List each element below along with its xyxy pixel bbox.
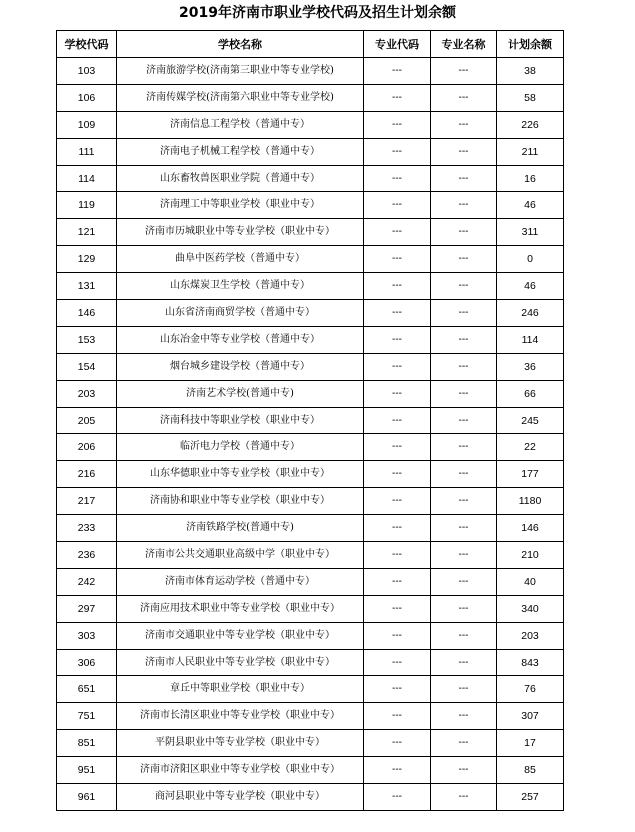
cell-major-code: --- — [364, 165, 431, 192]
cell-major-code: --- — [364, 273, 431, 300]
header-school-name: 学校名称 — [117, 31, 364, 58]
cell-major-code: --- — [364, 595, 431, 622]
cell-major-name: --- — [431, 461, 497, 488]
cell-school-name: 章丘中等职业学校（职业中专） — [117, 676, 364, 703]
cell-school-code: 306 — [57, 649, 117, 676]
cell-school-name: 济南市交通职业中等专业学校（职业中专） — [117, 622, 364, 649]
cell-school-name: 济南市公共交通职业高级中学（职业中专） — [117, 542, 364, 569]
cell-major-name: --- — [431, 407, 497, 434]
table-row — [57, 111, 564, 138]
cell-school-code: 242 — [57, 568, 117, 595]
cell-school-name: 济南电子机械工程学校（普通中专） — [117, 138, 364, 165]
table-row — [57, 730, 564, 757]
school-code-table — [56, 30, 564, 811]
cell-plan-remaining: 211 — [497, 138, 564, 165]
cell-major-code: --- — [364, 353, 431, 380]
cell-major-code: --- — [364, 568, 431, 595]
table-row — [57, 300, 564, 327]
cell-school-code: 217 — [57, 488, 117, 515]
cell-school-name: 济南市历城职业中等专业学校（职业中专） — [117, 219, 364, 246]
cell-school-name: 济南理工中等职业学校（职业中专） — [117, 192, 364, 219]
cell-school-code: 961 — [57, 784, 117, 811]
cell-major-name: --- — [431, 515, 497, 542]
cell-school-code: 651 — [57, 676, 117, 703]
cell-plan-remaining: 46 — [497, 273, 564, 300]
cell-school-code: 153 — [57, 326, 117, 353]
cell-major-name: --- — [431, 192, 497, 219]
cell-school-code: 303 — [57, 622, 117, 649]
table-row — [57, 192, 564, 219]
header-plan-remaining: 计划余额 — [497, 31, 564, 58]
cell-major-name: --- — [431, 246, 497, 273]
cell-plan-remaining: 210 — [497, 542, 564, 569]
cell-major-name: --- — [431, 488, 497, 515]
cell-plan-remaining: 76 — [497, 676, 564, 703]
table-row — [57, 757, 564, 784]
cell-school-name: 山东煤炭卫生学校（普通中专） — [117, 273, 364, 300]
cell-school-name: 济南旅游学校(济南第三职业中等专业学校) — [117, 58, 364, 85]
cell-school-name: 临沂电力学校（普通中专） — [117, 434, 364, 461]
header-major-name: 专业名称 — [431, 31, 497, 58]
cell-major-name: --- — [431, 730, 497, 757]
cell-plan-remaining: 40 — [497, 568, 564, 595]
cell-school-code: 751 — [57, 703, 117, 730]
cell-school-code: 216 — [57, 461, 117, 488]
cell-school-name: 山东畜牧兽医职业学院（普通中专） — [117, 165, 364, 192]
cell-plan-remaining: 22 — [497, 434, 564, 461]
cell-plan-remaining: 38 — [497, 58, 564, 85]
cell-school-name: 济南市长清区职业中等专业学校（职业中专） — [117, 703, 364, 730]
cell-plan-remaining: 843 — [497, 649, 564, 676]
cell-major-code: --- — [364, 730, 431, 757]
cell-major-code: --- — [364, 84, 431, 111]
cell-major-name: --- — [431, 326, 497, 353]
cell-school-code: 154 — [57, 353, 117, 380]
table-row — [57, 273, 564, 300]
cell-school-name: 平阴县职业中等专业学校（职业中专） — [117, 730, 364, 757]
cell-school-name: 山东省济南商贸学校（普通中专） — [117, 300, 364, 327]
cell-major-name: --- — [431, 111, 497, 138]
cell-major-name: --- — [431, 300, 497, 327]
header-school-code: 学校代码 — [57, 31, 117, 58]
table-row — [57, 434, 564, 461]
cell-major-name: --- — [431, 703, 497, 730]
table-row — [57, 488, 564, 515]
cell-school-code: 131 — [57, 273, 117, 300]
cell-plan-remaining: 340 — [497, 595, 564, 622]
cell-plan-remaining: 146 — [497, 515, 564, 542]
cell-major-code: --- — [364, 300, 431, 327]
cell-school-code: 206 — [57, 434, 117, 461]
cell-plan-remaining: 66 — [497, 380, 564, 407]
cell-school-code: 297 — [57, 595, 117, 622]
cell-major-name: --- — [431, 542, 497, 569]
table-row — [57, 138, 564, 165]
cell-school-name: 济南市体育运动学校（普通中专） — [117, 568, 364, 595]
cell-school-name: 济南市人民职业中等专业学校（职业中专） — [117, 649, 364, 676]
cell-school-code: 951 — [57, 757, 117, 784]
cell-major-code: --- — [364, 784, 431, 811]
cell-major-code: --- — [364, 434, 431, 461]
cell-school-name: 济南协和职业中等专业学校（职业中专） — [117, 488, 364, 515]
cell-plan-remaining: 311 — [497, 219, 564, 246]
cell-plan-remaining: 0 — [497, 246, 564, 273]
table-row — [57, 703, 564, 730]
cell-school-code: 146 — [57, 300, 117, 327]
cell-school-name: 烟台城乡建设学校（普通中专） — [117, 353, 364, 380]
cell-major-name: --- — [431, 219, 497, 246]
cell-major-name: --- — [431, 273, 497, 300]
table-row — [57, 165, 564, 192]
cell-major-code: --- — [364, 488, 431, 515]
cell-school-code: 121 — [57, 219, 117, 246]
cell-plan-remaining: 114 — [497, 326, 564, 353]
cell-major-code: --- — [364, 58, 431, 85]
cell-major-code: --- — [364, 326, 431, 353]
cell-plan-remaining: 16 — [497, 165, 564, 192]
cell-major-name: --- — [431, 380, 497, 407]
table-row — [57, 622, 564, 649]
cell-major-name: --- — [431, 434, 497, 461]
cell-major-code: --- — [364, 246, 431, 273]
cell-major-name: --- — [431, 676, 497, 703]
cell-major-name: --- — [431, 649, 497, 676]
cell-plan-remaining: 226 — [497, 111, 564, 138]
cell-plan-remaining: 36 — [497, 353, 564, 380]
cell-major-code: --- — [364, 192, 431, 219]
table-row — [57, 84, 564, 111]
cell-plan-remaining: 257 — [497, 784, 564, 811]
document-title: 2019年济南市职业学校代码及招生计划余额 — [179, 5, 456, 21]
cell-major-name: --- — [431, 595, 497, 622]
cell-school-name: 济南市济阳区职业中等专业学校（职业中专） — [117, 757, 364, 784]
cell-major-code: --- — [364, 138, 431, 165]
cell-school-code: 851 — [57, 730, 117, 757]
cell-school-name: 曲阜中医药学校（普通中专） — [117, 246, 364, 273]
cell-school-code: 109 — [57, 111, 117, 138]
cell-school-name: 山东冶金中等专业学校（普通中专） — [117, 326, 364, 353]
cell-school-code: 111 — [57, 138, 117, 165]
cell-major-code: --- — [364, 757, 431, 784]
table-row — [57, 326, 564, 353]
cell-major-name: --- — [431, 84, 497, 111]
cell-school-code: 236 — [57, 542, 117, 569]
cell-school-name: 济南应用技术职业中等专业学校（职业中专） — [117, 595, 364, 622]
cell-major-name: --- — [431, 165, 497, 192]
cell-school-name: 济南信息工程学校（普通中专） — [117, 111, 364, 138]
table-row — [57, 568, 564, 595]
cell-school-name: 济南铁路学校(普通中专) — [117, 515, 364, 542]
cell-major-name: --- — [431, 353, 497, 380]
cell-school-code: 103 — [57, 58, 117, 85]
cell-major-code: --- — [364, 515, 431, 542]
cell-major-code: --- — [364, 703, 431, 730]
cell-plan-remaining: 177 — [497, 461, 564, 488]
table-row — [57, 595, 564, 622]
cell-plan-remaining: 245 — [497, 407, 564, 434]
cell-major-code: --- — [364, 407, 431, 434]
cell-plan-remaining: 1180 — [497, 488, 564, 515]
cell-major-code: --- — [364, 622, 431, 649]
table-row — [57, 353, 564, 380]
cell-school-code: 129 — [57, 246, 117, 273]
cell-plan-remaining: 58 — [497, 84, 564, 111]
cell-school-name: 山东华德职业中等专业学校（职业中专） — [117, 461, 364, 488]
cell-school-code: 106 — [57, 84, 117, 111]
cell-school-name: 商河县职业中等专业学校（职业中专） — [117, 784, 364, 811]
cell-school-name: 济南传媒学校(济南第六职业中等专业学校) — [117, 84, 364, 111]
cell-major-code: --- — [364, 542, 431, 569]
table-row — [57, 407, 564, 434]
cell-major-code: --- — [364, 649, 431, 676]
table-row — [57, 380, 564, 407]
cell-school-code: 119 — [57, 192, 117, 219]
cell-school-code: 205 — [57, 407, 117, 434]
table-row — [57, 676, 564, 703]
table-row — [57, 649, 564, 676]
cell-plan-remaining: 307 — [497, 703, 564, 730]
table-row — [57, 219, 564, 246]
cell-school-code: 114 — [57, 165, 117, 192]
cell-major-name: --- — [431, 138, 497, 165]
header-major-code: 专业代码 — [364, 31, 431, 58]
cell-plan-remaining: 85 — [497, 757, 564, 784]
table-row — [57, 58, 564, 85]
cell-major-name: --- — [431, 622, 497, 649]
cell-school-name: 济南艺术学校(普通中专) — [117, 380, 364, 407]
cell-major-name: --- — [431, 757, 497, 784]
table-header-row — [57, 31, 564, 58]
cell-school-code: 203 — [57, 380, 117, 407]
table-row — [57, 246, 564, 273]
cell-plan-remaining: 203 — [497, 622, 564, 649]
cell-major-name: --- — [431, 568, 497, 595]
cell-major-code: --- — [364, 380, 431, 407]
table-body — [57, 58, 564, 811]
table-row — [57, 461, 564, 488]
table-row — [57, 542, 564, 569]
cell-major-name: --- — [431, 58, 497, 85]
cell-major-code: --- — [364, 676, 431, 703]
cell-major-name: --- — [431, 784, 497, 811]
table-row — [57, 515, 564, 542]
cell-major-code: --- — [364, 219, 431, 246]
table-row — [57, 784, 564, 811]
cell-school-code: 233 — [57, 515, 117, 542]
cell-plan-remaining: 246 — [497, 300, 564, 327]
cell-school-name: 济南科技中等职业学校（职业中专） — [117, 407, 364, 434]
cell-plan-remaining: 17 — [497, 730, 564, 757]
cell-major-code: --- — [364, 461, 431, 488]
cell-major-code: --- — [364, 111, 431, 138]
cell-plan-remaining: 46 — [497, 192, 564, 219]
